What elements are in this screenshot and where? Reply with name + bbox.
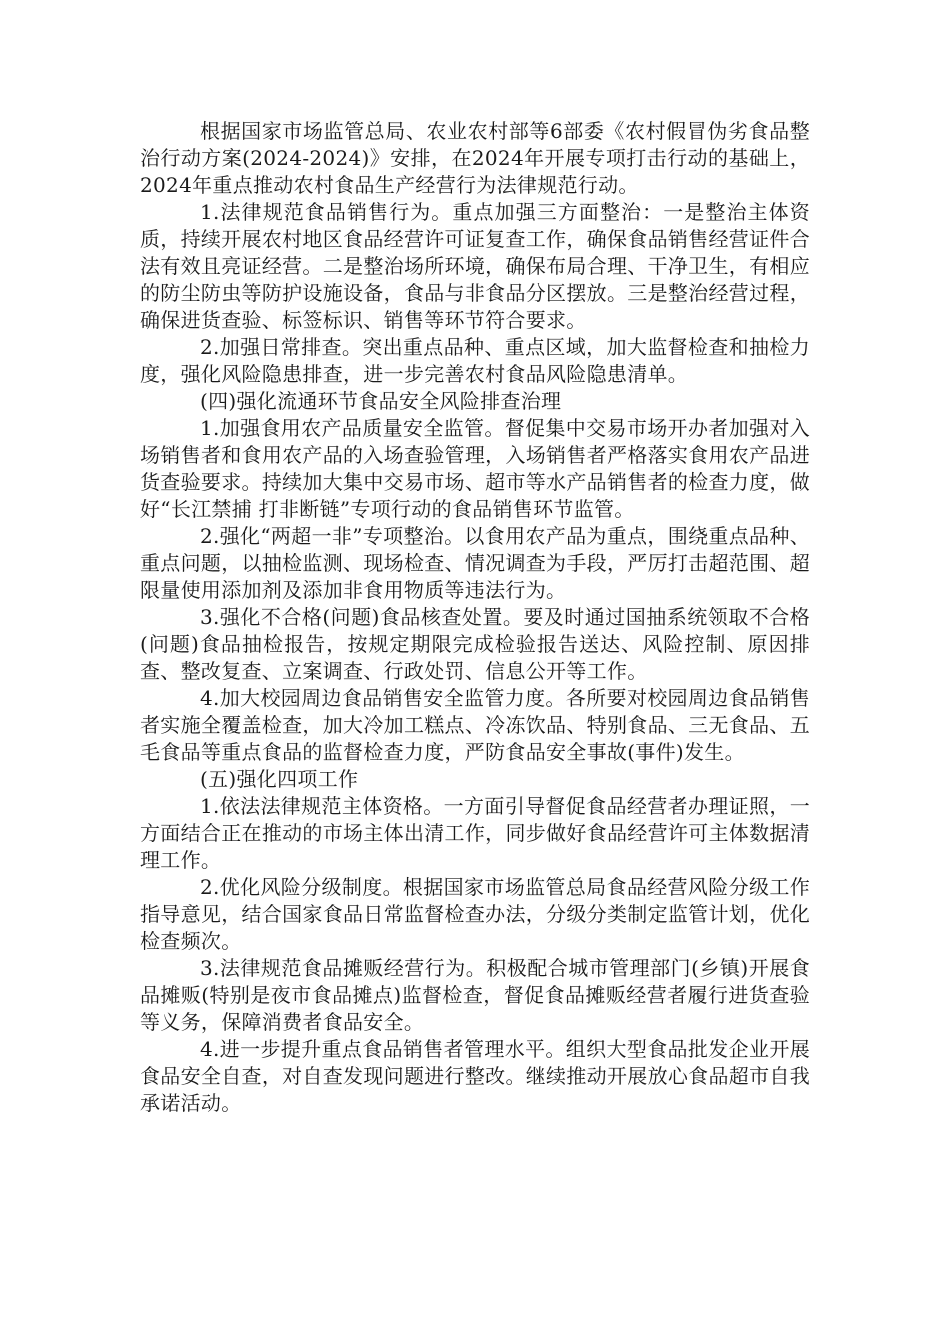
- section-heading: (四)强化流通环节食品安全风险排查治理: [200, 389, 562, 413]
- paragraph-item: 2.加强日常排查。突出重点品种、重点区域，加大监督检查和抽检力度，强化风险隐患排查，进一步完善农村食品风险隐患清单。: [140, 335, 810, 386]
- document-body: [140, 118, 810, 1117]
- paragraph-item: 3.法律规范食品摊贩经营行为。积极配合城市管理部门(乡镇)开展食品摊贩(特别是夜市食品摊点)监督检查，督促食品摊贩经营者履行进货查验等义务，保障消费者食品安全。: [140, 956, 810, 1034]
- paragraph-item: 2.优化风险分级制度。根据国家市场监管总局食品经营风险分级工作指导意见，结合国家食品日常监督检查办法，分级分类制定监管计划，优化检查频次。: [140, 875, 810, 953]
- section-heading: (五)强化四项工作: [200, 767, 359, 791]
- paragraph-item: 4.加大校园周边食品销售安全监管力度。各所要对校园周边食品销售者实施全覆盖检查，加大冷加工糕点、冷冻饮品、特别食品、三无食品、五毛食品等重点食品的监督检查力度，严防食品安全事故(事件)发生。: [140, 686, 810, 764]
- paragraph-item: 1.法律规范食品销售行为。重点加强三方面整治：一是整治主体资质，持续开展农村地区食品经营许可证复查工作，确保食品销售经营证件合法有效且亮证经营。二是整治场所环境，确保布局合理、干净卫生，有相应的防尘防虫等防护设施设备，食品与非食品分区摆放。三是整治经营过程，确保进货查验、标签标识、销售等环节符合要求。: [140, 200, 810, 332]
- paragraph-item: 1.依法法律规范主体资格。一方面引导督促食品经营者办理证照，一方面结合正在推动的市场主体出清工作，同步做好食品经营许可主体数据清理工作。: [140, 794, 810, 872]
- paragraph-item: 2.强化“两超一非”专项整治。以食用农产品为重点，围绕重点品种、重点问题，以抽检监测、现场检查、情况调查为手段，严厉打击超范围、超限量使用添加剂及添加非食用物质等违法行为。: [140, 524, 810, 602]
- paragraph-item: 3.强化不合格(问题)食品核查处置。要及时通过国抽系统领取不合格(问题)食品抽检报告，按规定期限完成检验报告送达、风险控制、原因排查、整改复查、立案调查、行政处罚、信息公开等工作。: [140, 605, 810, 683]
- paragraph-item: 4.进一步提升重点食品销售者管理水平。组织大型食品批发企业开展食品安全自查，对自查发现问题进行整改。继续推动开展放心食品超市自我承诺活动。: [140, 1037, 810, 1115]
- paragraph-intro: 根据国家市场监管总局、农业农村部等6部委《农村假冒伪劣食品整治行动方案(2024-2024)》安排，在2024年开展专项打击行动的基础上，2024年重点推动农村食品生产经营行为法律规范行动。: [140, 119, 810, 197]
- paragraph-item: 1.加强食用农产品质量安全监管。督促集中交易市场开办者加强对入场销售者和食用农产品的入场查验管理，入场销售者严格落实食用农产品进货查验要求。持续加大集中交易市场、超市等水产品销售者的检查力度，做好“长江禁捕 打非断链”专项行动的食品销售环节监管。: [140, 416, 810, 521]
